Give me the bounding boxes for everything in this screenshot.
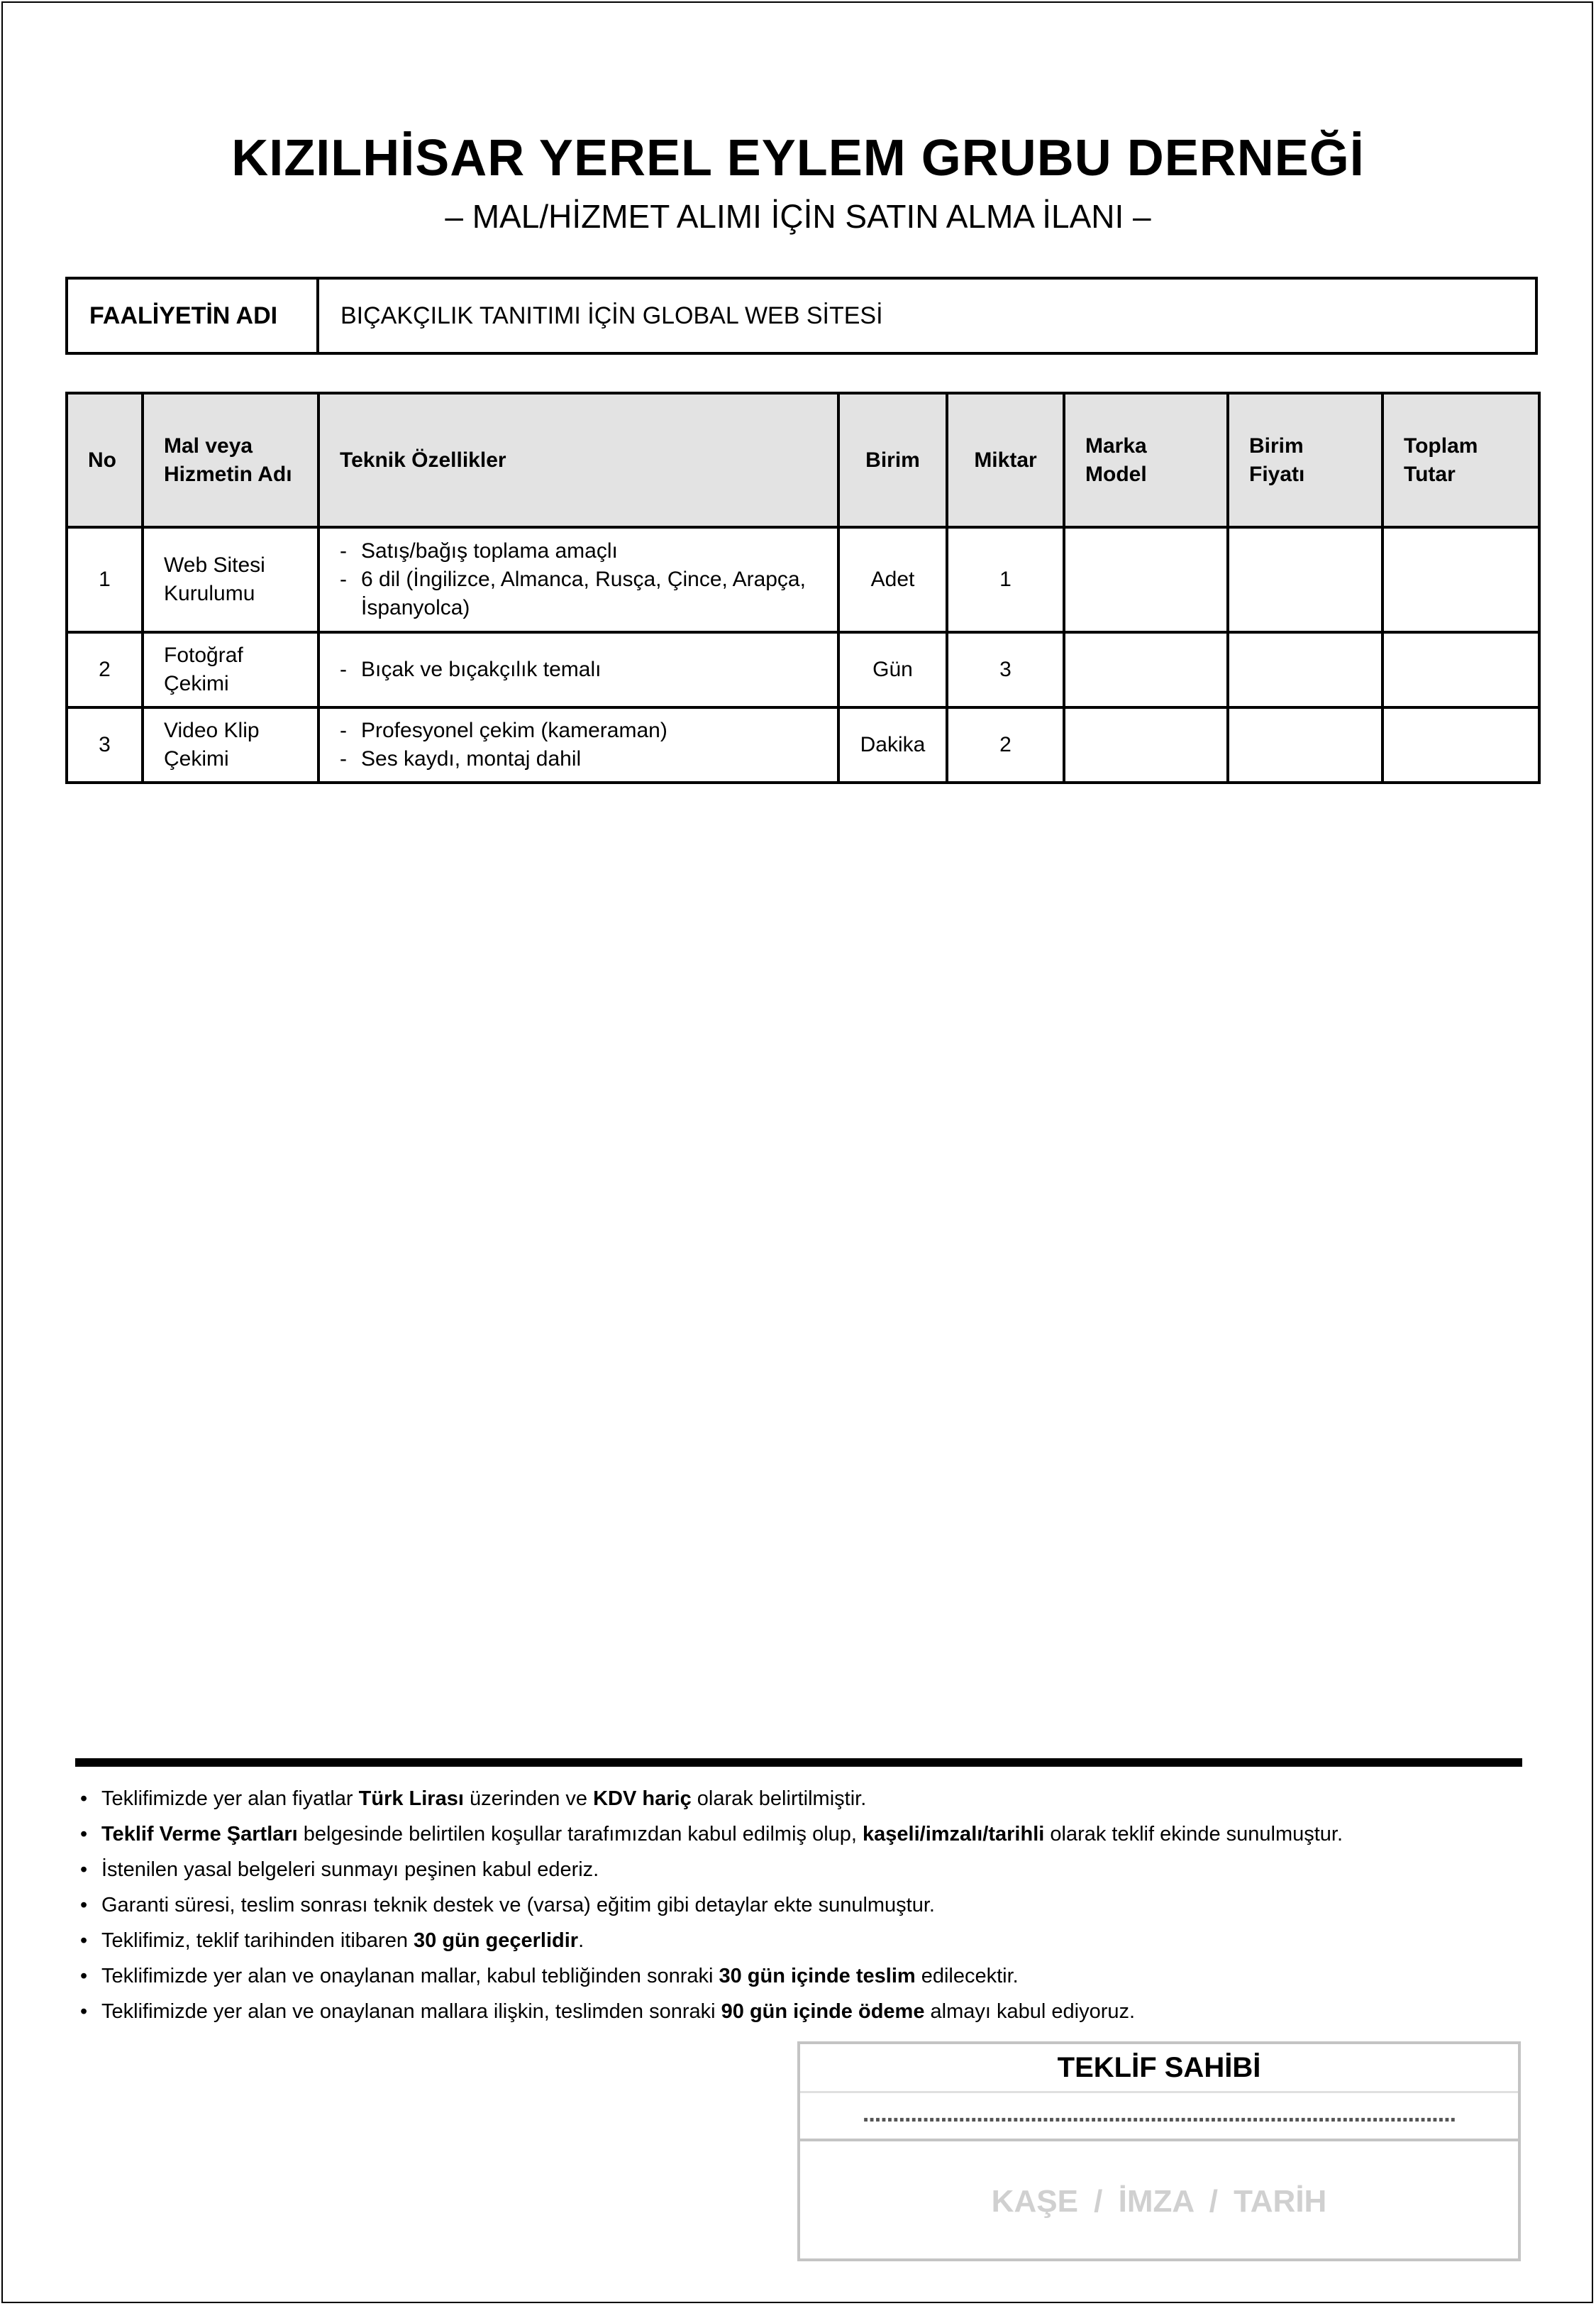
terms-list [78,1781,1539,2029]
header-specs: Teknik Özellikler [318,393,838,527]
cell-qty: 1 [947,527,1064,632]
activity-value: BIÇAKÇILIK TANITIMI İÇİN GLOBAL WEB SİTESİ [318,278,1536,353]
table-row [67,707,1539,783]
terms-item: • Teklif Verme Şartları belgesinde belirtilen koşullar tarafımızdan kabul edilmiş olup, kaşeli/imzalı/tarihli olarak teklif ekinde sunulmuştur. [78,1816,1539,1852]
cell-unit: Dakika [838,707,947,783]
cell-specs [318,707,838,783]
table-header-row [67,393,1539,527]
cell-specs [318,527,838,632]
terms-item: • İstenilen yasal belgeleri sunmayı peşinen kabul ederiz. [78,1852,1539,1887]
signature-name-line[interactable]: ................................................................................................... [800,2093,1518,2141]
cell-qty: 2 [947,707,1064,783]
cell-no: 1 [67,527,143,632]
terms-item: • Teklifimizde yer alan ve onaylanan mallara ilişkin, teslimden sonraki 90 gün içinde ödeme almayı kabul ediyoruz. [78,1994,1539,2029]
cell-price[interactable] [1228,707,1382,783]
cell-total[interactable] [1382,632,1539,707]
cell-brand[interactable] [1064,707,1228,783]
spec-item: - Bıçak ve bıçakçılık temalı [340,656,817,684]
header-no: No [67,393,143,527]
cell-brand[interactable] [1064,527,1228,632]
spec-item: - Satış/bağış toplama amaçlı [340,537,817,566]
cell-no: 2 [67,632,143,707]
cell-name: Web Sitesi Kurulumu [143,527,318,632]
terms-item: • Garanti süresi, teslim sonrası teknik destek ve (varsa) eğitim gibi detaylar ekte sunulmuştur. [78,1887,1539,1923]
activity-table [65,277,1538,355]
document-subtitle: – MAL/HİZMET ALIMI İÇİN SATIN ALMA İLANI – [445,198,1151,235]
items-table [65,392,1541,784]
spec-item: - 6 dil (İngilizce, Almanca, Rusça, Çince, Arapça, İspanyolca) [340,566,817,622]
separator-rule [75,1758,1522,1767]
document-title: KIZILHİSAR YEREL EYLEM GRUBU DERNEĞİ [231,130,1365,187]
cell-name: Video Klip Çekimi [143,707,318,783]
cell-unit: Adet [838,527,947,632]
terms-item: • Teklifimizde yer alan ve onaylanan mallar, kabul tebliğinden sonraki 30 gün içinde teslim edilecektir. [78,1958,1539,1994]
header-price: Birim Fiyatı [1228,393,1382,527]
header-name: Mal veya Hizmetin Adı [143,393,318,527]
cell-price[interactable] [1228,527,1382,632]
header-unit: Birim [838,393,947,527]
cell-brand[interactable] [1064,632,1228,707]
signature-box [797,2041,1521,2261]
cell-total[interactable] [1382,707,1539,783]
cell-unit: Gün [838,632,947,707]
spec-item: - Profesyonel çekim (kameraman) [340,717,817,745]
cell-qty: 3 [947,632,1064,707]
cell-total[interactable] [1382,527,1539,632]
header-brand: Marka Model [1064,393,1228,527]
header-total: Toplam Tutar [1382,393,1539,527]
signature-title: TEKLİF SAHİBİ [800,2044,1518,2093]
header-qty: Miktar [947,393,1064,527]
activity-label: FAALİYETİN ADI [67,278,318,353]
spec-item: - Ses kaydı, montaj dahil [340,745,817,773]
cell-price[interactable] [1228,632,1382,707]
table-row [67,632,1539,707]
stamp-signature-date-area[interactable]: KAŞE / İMZA / TARİH [991,2184,1327,2219]
cell-no: 3 [67,707,143,783]
terms-item: • Teklifimiz, teklif tarihinden itibaren 30 gün geçerlidir. [78,1923,1539,1958]
terms-item: • Teklifimizde yer alan fiyatlar Türk Lirası üzerinden ve KDV hariç olarak belirtilmiştir. [78,1781,1539,1816]
table-row [67,527,1539,632]
cell-specs [318,632,838,707]
cell-name: Fotoğraf Çekimi [143,632,318,707]
